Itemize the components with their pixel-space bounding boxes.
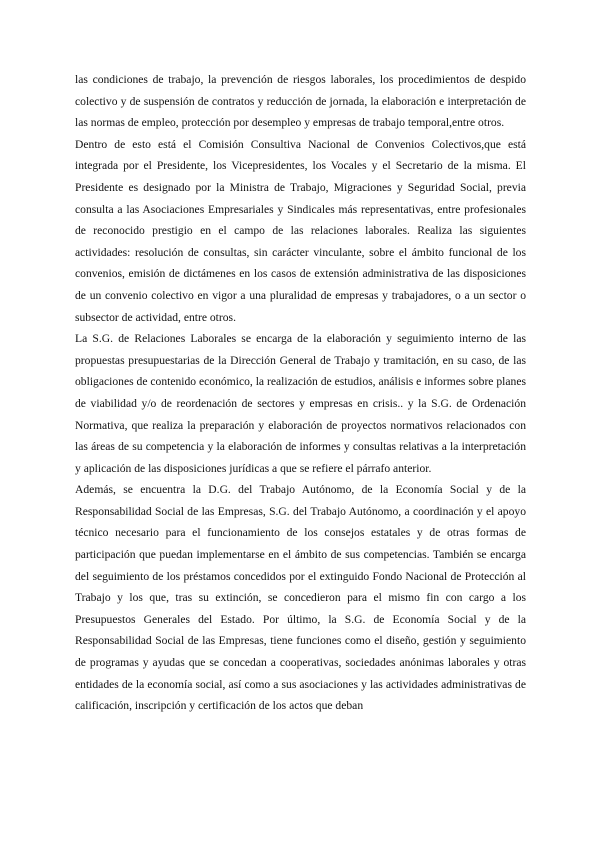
paragraph-3: La S.G. de Relaciones Laborales se encarga de la elaboración y seguimiento interno de las propuestas presupuestarias de la Dirección General de Trabajo y tramitación, en su caso, de las obligaciones de contenido económico, la realización de estudios, análisis e informes sobre planes de viabilidad y/o de reordenación de sectores y empresas en crisis.. y la S.G. de Ordenación Normativa, que realiza la preparación y elaboración de proyectos normativos relacionados con las áreas de su competencia y la elaboración de informes y consultas relativas a la interpretación y aplicación de las disposiciones jurídicas a que se refiere el párrafo anterior. (75, 332, 526, 475)
body-text (75, 69, 526, 717)
paragraph-4: Además, se encuentra la D.G. del Trabajo Autónomo, de la Economía Social y de la Responsabilidad Social de las Empresas, S.G. del Trabajo Autónomo, a coordinación y el apoyo técnico necesario para el funcionamiento de los consejos estatales y de otras formas de participación que puedan implementarse en el ámbito de sus competencias. También se encarga del seguimiento de los préstamos concedidos por el extinguido Fondo Nacional de Protección al Trabajo y los que, tras su extinción, se concedieron para el mismo fin con cargo a los Presupuestos Generales del Estado. Por último, la S.G. de Economía Social y de la Responsabilidad Social de las Empresas, tiene funciones como el diseño, gestión y seguimiento de programas y ayudas que se concedan a cooperativas, sociedades anónimas laborales y otras entidades de la economía social, así como a sus asociaciones y las actividades administrativas de calificación, inscripción y certificación de los actos que deban (75, 483, 526, 713)
paragraph-2: Dentro de esto está el Comisión Consultiva Nacional de Convenios Colectivos,que está integrada por el Presidente, los Vicepresidentes, los Vocales y el Secretario de la misma. El Presidente es designado por la Ministra de Trabajo, Migraciones y Seguridad Social, previa consulta a las Asociaciones Empresariales y Sindicales más representativas, entre profesionales de reconocido prestigio en el campo de las relaciones laborales. Realiza las siguientes actividades: resolución de consultas, sin carácter vinculante, sobre el ámbito funcional de los convenios, emisión de dictámenes en los casos de extensión administrativa de las disposiciones de un convenio colectivo en vigor a una pluralidad de empresas y trabajadores, o a un sector o subsector de actividad, entre otros. (75, 137, 526, 324)
paragraph-1: las condiciones de trabajo, la prevención de riesgos laborales, los procedimientos de despido colectivo y de suspensión de contratos y reducción de jornada, la elaboración e interpretación de las normas de empleo, protección por desempleo y empresas de trabajo temporal,entre otros. (75, 73, 526, 130)
